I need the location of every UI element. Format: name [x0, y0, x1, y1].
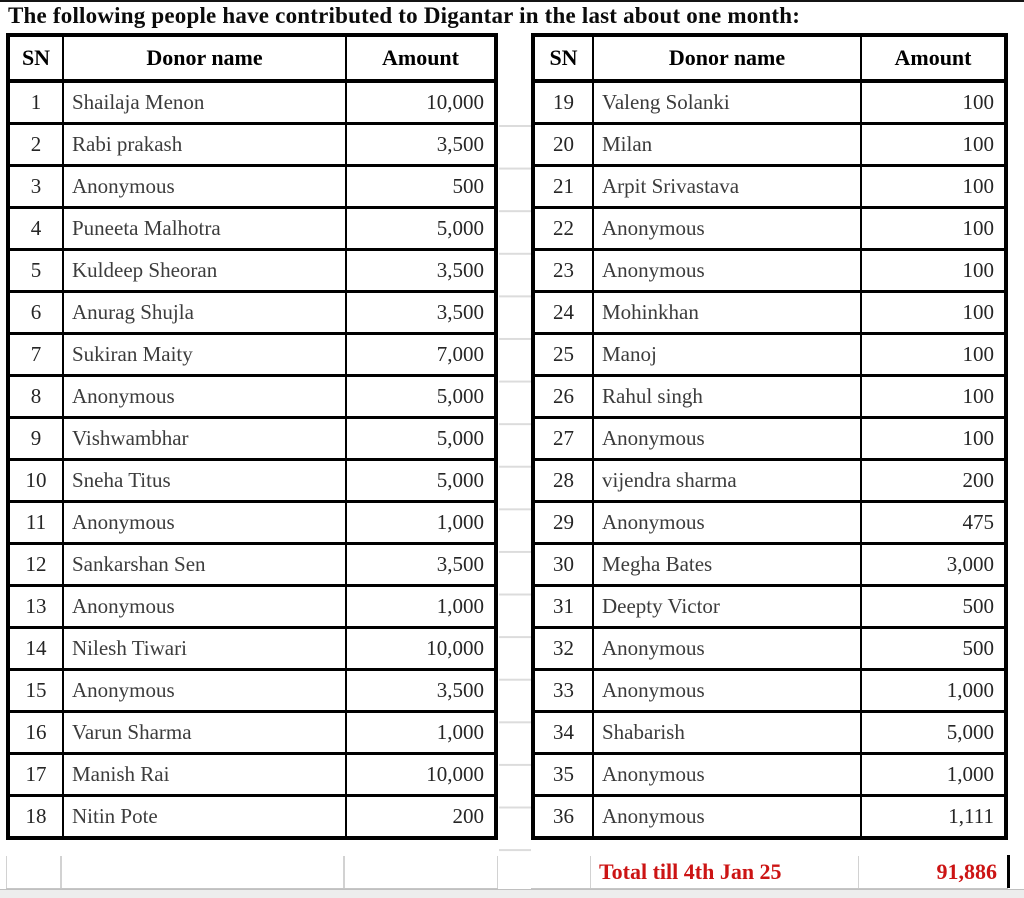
table-row: [8, 796, 496, 839]
spreadsheet-gap-gridlines: [499, 85, 531, 888]
donor-name-cell: Anonymous: [593, 670, 861, 712]
sn-cell: 35: [533, 754, 593, 796]
amount-cell: 100: [861, 418, 1006, 460]
table-row: [8, 460, 496, 502]
amount-cell: 500: [861, 628, 1006, 670]
donor-name-cell: Sneha Titus: [63, 460, 346, 502]
amount-cell: 3,500: [346, 250, 496, 292]
donor-name-cell: Rabi prakash: [63, 124, 346, 166]
donor-table-left: [6, 33, 498, 840]
table-row: [533, 670, 1006, 712]
sn-cell: 21: [533, 166, 593, 208]
amount-cell: 100: [861, 292, 1006, 334]
table-row: [8, 166, 496, 208]
sn-cell: 20: [533, 124, 593, 166]
table-row: [533, 376, 1006, 418]
amount-cell: 5,000: [861, 712, 1006, 754]
amount-cell: 10,000: [346, 754, 496, 796]
donor-name-cell: Anonymous: [593, 628, 861, 670]
amount-cell: 1,000: [861, 670, 1006, 712]
donor-name-cell: Megha Bates: [593, 544, 861, 586]
sn-cell: 18: [8, 796, 63, 839]
donor-name-cell: Puneeta Malhotra: [63, 208, 346, 250]
donor-name-cell: Anonymous: [63, 670, 346, 712]
sn-cell: 7: [8, 334, 63, 376]
donor-name-cell: Anurag Shujla: [63, 292, 346, 334]
amount-cell: 100: [861, 81, 1006, 124]
amount-cell: 200: [346, 796, 496, 839]
sn-cell: 24: [533, 292, 593, 334]
sn-cell: 2: [8, 124, 63, 166]
sn-cell: 33: [533, 670, 593, 712]
donor-table-right: [531, 33, 1008, 840]
table-row: [533, 628, 1006, 670]
donor-name-cell: Milan: [593, 124, 861, 166]
column-header-donor-name: Donor name: [593, 35, 861, 81]
amount-cell: 1,000: [346, 712, 496, 754]
amount-cell: 500: [861, 586, 1006, 628]
total-amount: 91,886: [859, 856, 1008, 888]
table-row: [8, 628, 496, 670]
amount-cell: 3,500: [346, 292, 496, 334]
column-header-amount: Amount: [861, 35, 1006, 81]
donor-name-cell: Mohinkhan: [593, 292, 861, 334]
amount-cell: 475: [861, 502, 1006, 544]
donor-name-cell: Deepty Victor: [593, 586, 861, 628]
amount-cell: 100: [861, 208, 1006, 250]
header-row: [533, 35, 1006, 81]
sn-cell: 26: [533, 376, 593, 418]
amount-cell: 5,000: [346, 418, 496, 460]
donor-name-cell: Kuldeep Sheoran: [63, 250, 346, 292]
amount-cell: 100: [861, 124, 1006, 166]
table-row: [533, 712, 1006, 754]
sn-cell: 10: [8, 460, 63, 502]
table-row: [533, 502, 1006, 544]
donor-name-cell: Manish Rai: [63, 754, 346, 796]
sn-cell: 34: [533, 712, 593, 754]
amount-cell: 1,000: [346, 502, 496, 544]
empty-cell: [6, 856, 61, 888]
donor-name-cell: Anonymous: [63, 502, 346, 544]
table-row: [8, 712, 496, 754]
sn-cell: 11: [8, 502, 63, 544]
amount-cell: 5,000: [346, 208, 496, 250]
sn-cell: 6: [8, 292, 63, 334]
table-row: [8, 250, 496, 292]
amount-cell: 3,500: [346, 670, 496, 712]
table-row: [533, 418, 1006, 460]
donor-name-cell: Anonymous: [63, 586, 346, 628]
donor-name-cell: Sukiran Maity: [63, 334, 346, 376]
sn-cell: 16: [8, 712, 63, 754]
donor-name-cell: Shabarish: [593, 712, 861, 754]
table-row: [8, 754, 496, 796]
sn-cell: 9: [8, 418, 63, 460]
amount-cell: 500: [346, 166, 496, 208]
sn-cell: 8: [8, 376, 63, 418]
top-border-line: [0, 0, 1024, 2]
column-header-donor-name: Donor name: [63, 35, 346, 81]
sn-cell: 17: [8, 754, 63, 796]
donor-name-cell: Anonymous: [63, 166, 346, 208]
amount-cell: 10,000: [346, 628, 496, 670]
amount-cell: 10,000: [346, 81, 496, 124]
donor-name-cell: Vishwambhar: [63, 418, 346, 460]
amount-cell: 100: [861, 250, 1006, 292]
table-row: [533, 166, 1006, 208]
donor-name-cell: Shailaja Menon: [63, 81, 346, 124]
header-row: [8, 35, 496, 81]
sn-cell: 14: [8, 628, 63, 670]
amount-cell: 100: [861, 166, 1006, 208]
sn-cell: 29: [533, 502, 593, 544]
donor-name-cell: Anonymous: [593, 418, 861, 460]
table-row: [8, 81, 496, 124]
cell-edge-bar: [1007, 855, 1010, 888]
table-row: [533, 460, 1006, 502]
table-row: [533, 208, 1006, 250]
amount-cell: 1,000: [346, 586, 496, 628]
amount-cell: 100: [861, 376, 1006, 418]
sn-cell: 5: [8, 250, 63, 292]
donor-name-cell: vijendra sharma: [593, 460, 861, 502]
donor-name-cell: Rahul singh: [593, 376, 861, 418]
column-header-sn: SN: [533, 35, 593, 81]
empty-cell: [61, 856, 344, 888]
donor-name-cell: Anonymous: [593, 796, 861, 839]
total-row: [531, 856, 1008, 889]
table-row: [8, 502, 496, 544]
donor-name-cell: Anonymous: [593, 754, 861, 796]
amount-cell: 1,111: [861, 796, 1006, 839]
table-row: [533, 81, 1006, 124]
sn-cell: 15: [8, 670, 63, 712]
empty-spreadsheet-row: [6, 856, 498, 889]
sn-cell: 32: [533, 628, 593, 670]
table-row: [8, 208, 496, 250]
table-row: [8, 670, 496, 712]
donor-name-cell: Valeng Solanki: [593, 81, 861, 124]
sn-cell: 25: [533, 334, 593, 376]
table-row: [533, 796, 1006, 839]
donor-name-cell: Sankarshan Sen: [63, 544, 346, 586]
column-header-amount: Amount: [346, 35, 496, 81]
sn-cell: 31: [533, 586, 593, 628]
sn-cell: 19: [533, 81, 593, 124]
donor-name-cell: Varun Sharma: [63, 712, 346, 754]
table-row: [8, 334, 496, 376]
sn-cell: 27: [533, 418, 593, 460]
amount-cell: 5,000: [346, 460, 496, 502]
empty-cell: [531, 856, 591, 888]
table-row: [8, 586, 496, 628]
page-title: The following people have contributed to Digantar in the last about one month:: [8, 3, 801, 28]
table-row: [533, 292, 1006, 334]
sn-cell: 3: [8, 166, 63, 208]
sn-cell: 12: [8, 544, 63, 586]
sn-cell: 22: [533, 208, 593, 250]
donor-name-cell: Anonymous: [593, 208, 861, 250]
sn-cell: 1: [8, 81, 63, 124]
table-row: [8, 124, 496, 166]
donor-name-cell: Nilesh Tiwari: [63, 628, 346, 670]
empty-cell: [344, 856, 498, 888]
amount-cell: 100: [861, 334, 1006, 376]
table-row: [8, 418, 496, 460]
table-row: [8, 544, 496, 586]
table-row: [533, 124, 1006, 166]
sn-cell: 28: [533, 460, 593, 502]
donor-name-cell: Nitin Pote: [63, 796, 346, 839]
table-row: [533, 586, 1006, 628]
sn-cell: 4: [8, 208, 63, 250]
donor-name-cell: Anonymous: [593, 250, 861, 292]
total-label: Total till 4th Jan 25: [591, 856, 859, 888]
column-header-sn: SN: [8, 35, 63, 81]
sn-cell: 36: [533, 796, 593, 839]
table-row: [533, 334, 1006, 376]
table-row: [8, 292, 496, 334]
sn-cell: 30: [533, 544, 593, 586]
table-row: [8, 376, 496, 418]
donor-name-cell: Anonymous: [63, 376, 346, 418]
donor-name-cell: Anonymous: [593, 502, 861, 544]
amount-cell: 3,500: [346, 544, 496, 586]
bottom-margin-strip: [0, 889, 1024, 898]
donor-name-cell: Arpit Srivastava: [593, 166, 861, 208]
table-row: [533, 250, 1006, 292]
donor-name-cell: Manoj: [593, 334, 861, 376]
sn-cell: 13: [8, 586, 63, 628]
sn-cell: 23: [533, 250, 593, 292]
amount-cell: 3,500: [346, 124, 496, 166]
amount-cell: 5,000: [346, 376, 496, 418]
table-row: [533, 754, 1006, 796]
amount-cell: 1,000: [861, 754, 1006, 796]
amount-cell: 3,000: [861, 544, 1006, 586]
table-row: [533, 544, 1006, 586]
amount-cell: 200: [861, 460, 1006, 502]
amount-cell: 7,000: [346, 334, 496, 376]
